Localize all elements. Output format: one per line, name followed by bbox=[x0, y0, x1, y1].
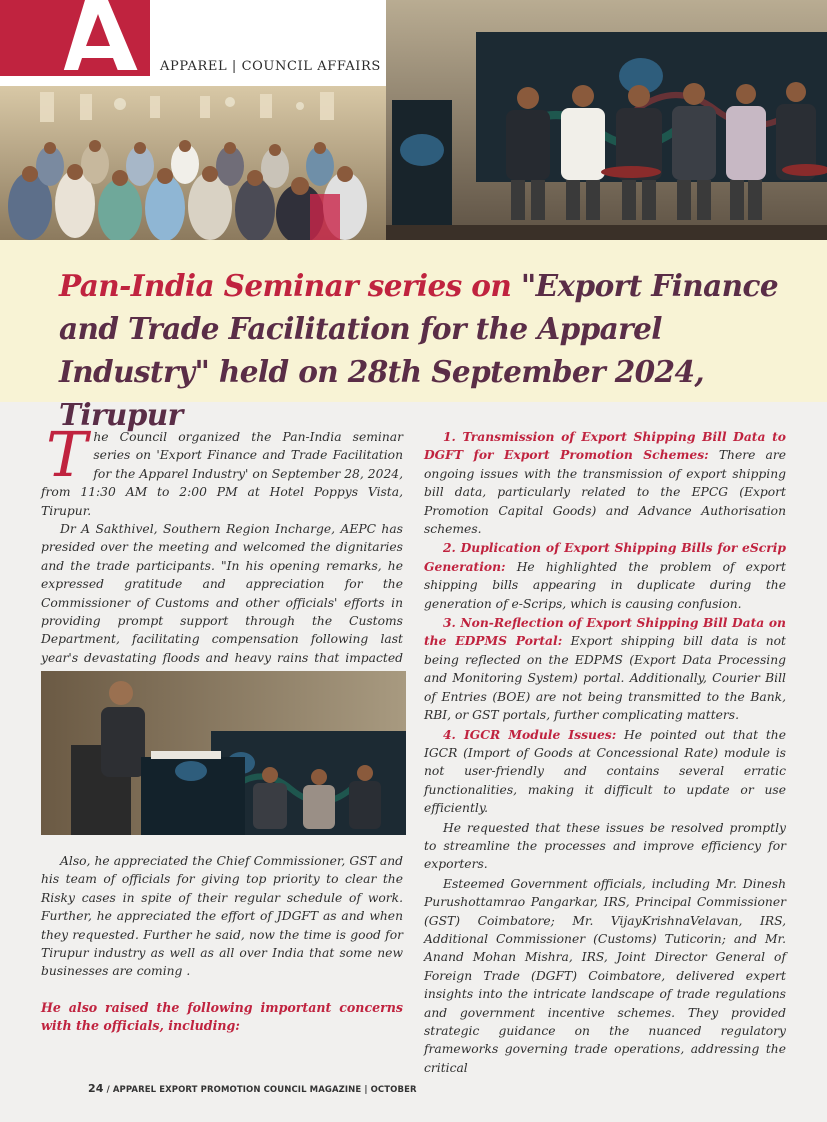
footer-separator: / bbox=[103, 1085, 113, 1095]
request-paragraph: He requested that these issues be resolved promptly to streamline the processes and improve efficiency for exporters. bbox=[424, 820, 786, 872]
drop-cap: T bbox=[46, 418, 88, 491]
concern-1-body: There are ongoing issues with the transmission of export shipping bill data, particularly related to the EPCG (Export Promotion Capital Goods) and Advance Authorisation schemes. bbox=[424, 448, 786, 537]
concerns-intro-block bbox=[41, 999, 403, 1036]
concern-3-body: Export shipping bill data is not being reflected on the EDPMS (Export Data Processing and Monitoring System) portal. Additionally, Courier Bill of Entries (BOE) are not being transmitted to the Bank, RBI, or GST portals, further complicating matters. bbox=[424, 634, 786, 723]
page-header bbox=[0, 0, 827, 240]
panel-photo bbox=[386, 0, 827, 240]
right-column bbox=[424, 428, 786, 1077]
concern-4-body: He pointed out that the IGCR (Import of Goods at Concessional Rate) module is not user-friendly and contains several erratic functionalities, making it difficult to update or use efficiently. bbox=[424, 727, 786, 816]
concern-2-heading: 2. Duplication of Export Shipping Bills for eScrip Generation: bbox=[424, 540, 786, 574]
appreciation-paragraph: Also, he appreciated the Chief Commissioner, GST and his team of officials for giving top priority to clear the Risky cases in spite of their regular schedule of work. Further, he appreciated the effort of JDGFT as and when they requested. Further he said, now the time is good for Tirupur industry as well as all over India that some new businesses are coming . bbox=[41, 854, 403, 979]
left-column-bottom bbox=[41, 852, 403, 981]
concern-1-heading: 1. Transmission of Export Shipping Bill Data to DGFT for Export Promotion Schemes: bbox=[424, 429, 786, 463]
concern-3 bbox=[424, 614, 786, 724]
article-title-lead: Pan-India Seminar series on bbox=[59, 268, 521, 303]
officials-paragraph: Esteemed Government officials, including Mr. Dinesh Purushottamrao Pangarkar, IRS, Principal Commissioner (GST) Coimbatore; Mr. VijayKrishnaVelavan, IRS, Additional Commissioner (Customs) Tuticorin; and Mr. Anand Mohan Mishra, IRS, Joint Director General of Foreign Trade (DGFT) Coimbatore, delivered expert insights into the intricate landscape of trade regulations and government incentive schemes. They provided strategic guidance on the nuanced regulatory frameworks governing trade operations, addressing the critical bbox=[424, 876, 786, 1075]
concern-4 bbox=[424, 726, 786, 818]
concern-3-heading: 3. Non-Reflection of Export Shipping Bill Data on the EDPMS Portal: bbox=[424, 615, 786, 649]
intro-text: he Council organized the Pan-India seminar series on 'Export Finance and Trade Facilitation for the Apparel Industry' on September 28, 2024, from 11:30 AM to 2:00 PM at Hotel Poppys Vista, Tirupur. bbox=[41, 430, 403, 518]
article-title-rest: "Export Finance and Trade Facilitation for the Apparel Industry" held on 28th September 2024, Tirupur bbox=[59, 268, 778, 432]
article-title bbox=[59, 264, 799, 436]
section-label: APPAREL | COUNCIL AFFAIRS bbox=[160, 59, 381, 74]
concern-4-heading: 4. IGCR Module Issues: bbox=[443, 726, 617, 742]
magazine-logo-icon bbox=[0, 0, 150, 76]
concern-2 bbox=[424, 539, 786, 613]
concern-2-body: He highlighted the problem of export shipping bills appearing in duplicate during the generation of e-Scrips, which is causing confusion. bbox=[424, 559, 786, 611]
page-footer bbox=[88, 1082, 417, 1095]
concerns-intro: He also raised the following important concerns with the officials, including: bbox=[41, 1000, 403, 1034]
audience-photo bbox=[0, 86, 386, 240]
footer-text: APPAREL EXPORT PROMOTION COUNCIL MAGAZINE | OCTOBER bbox=[112, 1085, 417, 1095]
intro-paragraph bbox=[41, 418, 403, 520]
speaker-photo bbox=[41, 671, 406, 835]
page-number: 24 bbox=[88, 1082, 104, 1095]
concern-1 bbox=[424, 428, 786, 538]
opening-remarks-paragraph: Dr A Sakthivel, Southern Region Incharge, AEPC has presided over the meeting and welcomed the dignitaries and the trade participants. "In his opening remarks, he expressed gratitude and appreciation for the Commissioner of Customs and other officials' efforts in providing prompt support through the Customs Department, facilitating compensation following last year's devastating floods and heavy rains that impacted bbox=[41, 522, 403, 665]
left-column-top bbox=[41, 418, 403, 686]
